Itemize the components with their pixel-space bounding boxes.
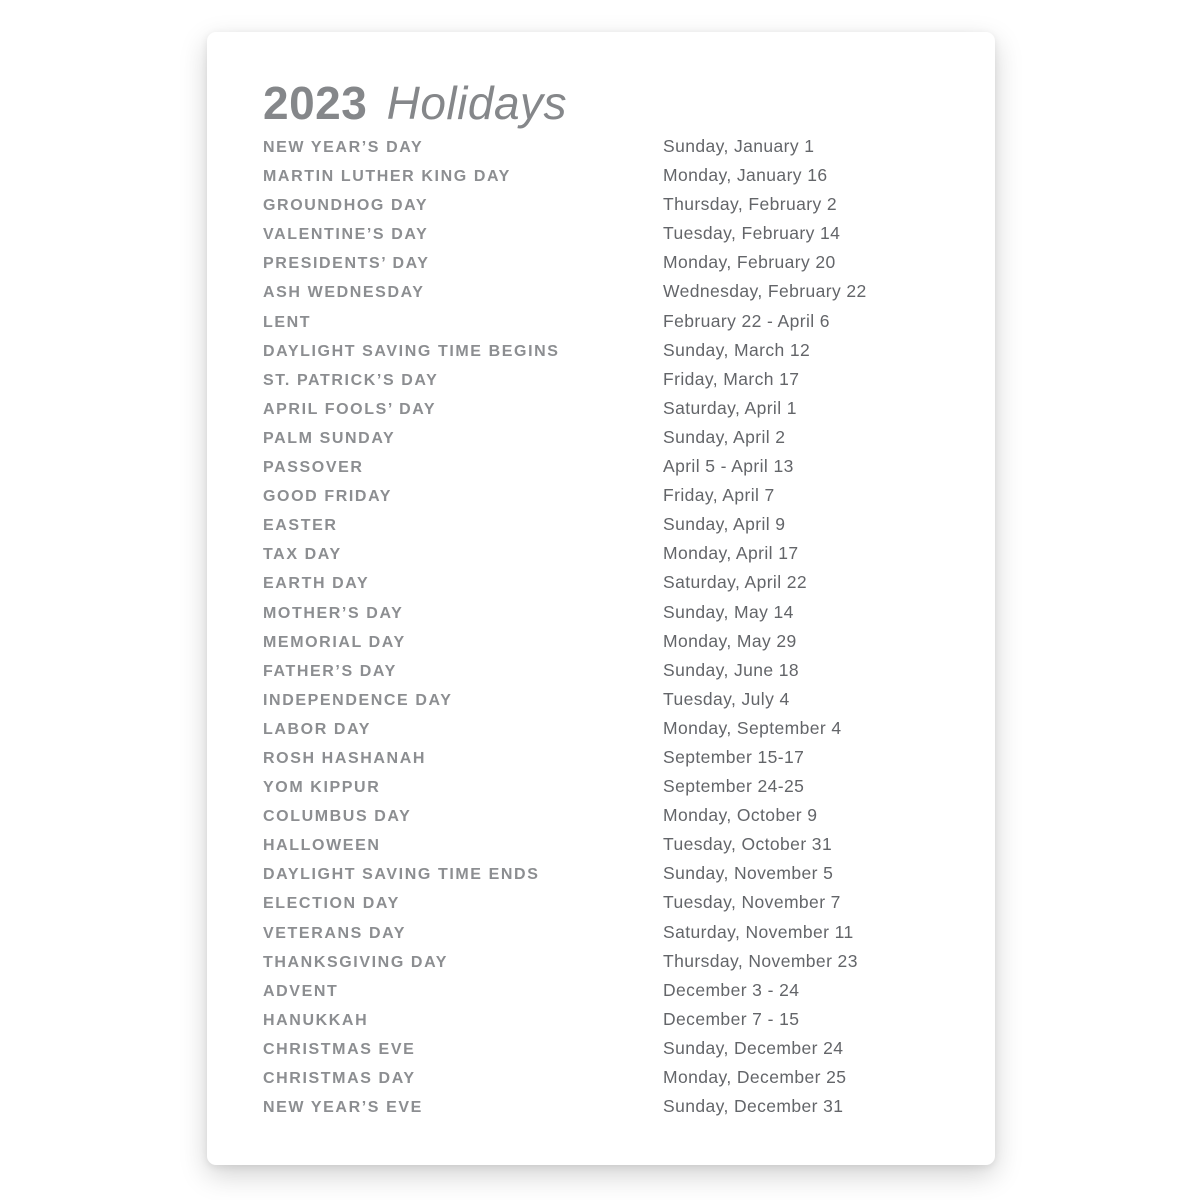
holiday-row [263,194,953,223]
holiday-name: EASTER [263,517,338,535]
holiday-name: DAYLIGHT SAVING TIME ENDS [263,866,540,884]
holiday-date: December 3 - 24 [663,979,800,1000]
holiday-date: Sunday, December 24 [663,1037,844,1058]
holiday-date: February 22 - April 6 [663,310,830,331]
holiday-name: DAYLIGHT SAVING TIME BEGINS [263,342,560,360]
holiday-date: Tuesday, July 4 [663,688,790,709]
holiday-name: ST. PATRICK’S DAY [263,371,439,389]
holiday-date: Sunday, November 5 [663,863,834,884]
title-year: 2023 [263,77,368,129]
holiday-date: Saturday, April 1 [663,397,797,418]
holiday-name: GROUNDHOG DAY [263,197,429,215]
title-word: Holidays [386,77,568,129]
holiday-row [263,689,953,718]
holiday-date: Sunday, January 1 [663,136,815,156]
holiday-row [263,427,953,456]
holiday-date: Tuesday, November 7 [663,892,841,913]
holiday-date: Thursday, February 2 [663,194,837,215]
holiday-row [263,340,953,369]
holiday-row [263,398,953,427]
holiday-row [263,311,953,340]
holiday-name: LABOR DAY [263,720,372,738]
holiday-row [263,1038,953,1067]
holiday-date: Sunday, June 18 [663,659,800,680]
holiday-name: FATHER’S DAY [263,662,397,680]
holiday-name: COLUMBUS DAY [263,808,412,826]
holiday-date: Monday, January 16 [663,165,828,186]
holiday-row [263,136,953,165]
holiday-date: Sunday, March 12 [663,339,811,360]
holiday-list [263,136,953,1125]
holiday-date: Tuesday, October 31 [663,834,833,855]
holiday-name: ADVENT [263,982,339,1000]
holiday-row [263,223,953,252]
holiday-row [263,1009,953,1038]
holiday-date: Monday, October 9 [663,805,818,826]
holiday-name: ROSH HASHANAH [263,749,427,767]
holiday-date: Sunday, May 14 [663,601,794,622]
holiday-name: NEW YEAR’S EVE [263,1099,423,1117]
holiday-name: LENT [263,313,312,331]
holiday-row [263,572,953,601]
holiday-name: VALENTINE’S DAY [263,226,429,244]
holiday-date: Monday, December 25 [663,1067,847,1087]
holiday-row [263,514,953,543]
holiday-date: Saturday, November 11 [663,921,854,942]
holiday-name: CHRISTMAS DAY [263,1070,416,1087]
holiday-date: Monday, February 20 [663,252,836,273]
holiday-date: December 7 - 15 [663,1008,800,1029]
holiday-date: Sunday, December 31 [663,1096,844,1117]
holiday-name: TAX DAY [263,546,342,564]
holiday-date: Thursday, November 23 [663,950,858,971]
holiday-card [207,32,995,1165]
holiday-row [263,660,953,689]
holiday-date: Friday, March 17 [663,368,800,389]
holiday-row [263,165,953,194]
holiday-row [263,805,953,834]
holiday-date: Monday, September 4 [663,717,842,738]
holiday-name: PALM SUNDAY [263,429,396,447]
holiday-name: ASH WEDNESDAY [263,284,425,302]
holiday-row [263,776,953,805]
holiday-name: MEMORIAL DAY [263,633,406,651]
holiday-date: September 24-25 [663,776,805,797]
holiday-row [263,1067,953,1096]
holiday-row [263,485,953,514]
holiday-date: Saturday, April 22 [663,572,808,593]
holiday-date: Friday, April 7 [663,485,775,506]
holiday-row [263,602,953,631]
holiday-name: INDEPENDENCE DAY [263,691,453,709]
holiday-date: Tuesday, February 14 [663,223,841,244]
holiday-date: Monday, May 29 [663,630,797,651]
holiday-date: Wednesday, February 22 [663,281,867,302]
holiday-row [263,951,953,980]
holiday-name: PRESIDENTS’ DAY [263,255,430,273]
holiday-row [263,892,953,921]
holiday-name: GOOD FRIDAY [263,488,393,506]
holiday-date: September 15-17 [663,746,805,767]
holiday-date: Sunday, April 9 [663,514,786,535]
holiday-row [263,252,953,281]
holiday-row [263,281,953,310]
holiday-row [263,631,953,660]
holiday-row [263,718,953,747]
holiday-date: April 5 - April 13 [663,456,794,477]
holiday-row [263,834,953,863]
holiday-name: CHRISTMAS EVE [263,1040,416,1058]
holiday-name: APRIL FOOLS’ DAY [263,400,437,418]
holiday-row [263,456,953,485]
holiday-name: HALLOWEEN [263,837,381,855]
holiday-row [263,1096,953,1125]
page-title [263,78,567,129]
holiday-name: MARTIN LUTHER KING DAY [263,168,511,186]
holiday-row [263,543,953,572]
holiday-name: VETERANS DAY [263,924,407,942]
holiday-name: EARTH DAY [263,575,370,593]
holiday-name: NEW YEAR’S DAY [263,139,424,156]
holiday-row [263,369,953,398]
holiday-name: THANKSGIVING DAY [263,953,449,971]
holiday-date: Sunday, April 2 [663,426,786,447]
holiday-name: MOTHER’S DAY [263,604,404,622]
holiday-name: PASSOVER [263,459,364,477]
holiday-name: ELECTION DAY [263,895,400,913]
holiday-row [263,980,953,1009]
holiday-date: Monday, April 17 [663,543,799,564]
holiday-row [263,863,953,892]
holiday-name: YOM KIPPUR [263,779,381,797]
holiday-name: HANUKKAH [263,1011,369,1029]
holiday-row [263,922,953,951]
holiday-row [263,747,953,776]
